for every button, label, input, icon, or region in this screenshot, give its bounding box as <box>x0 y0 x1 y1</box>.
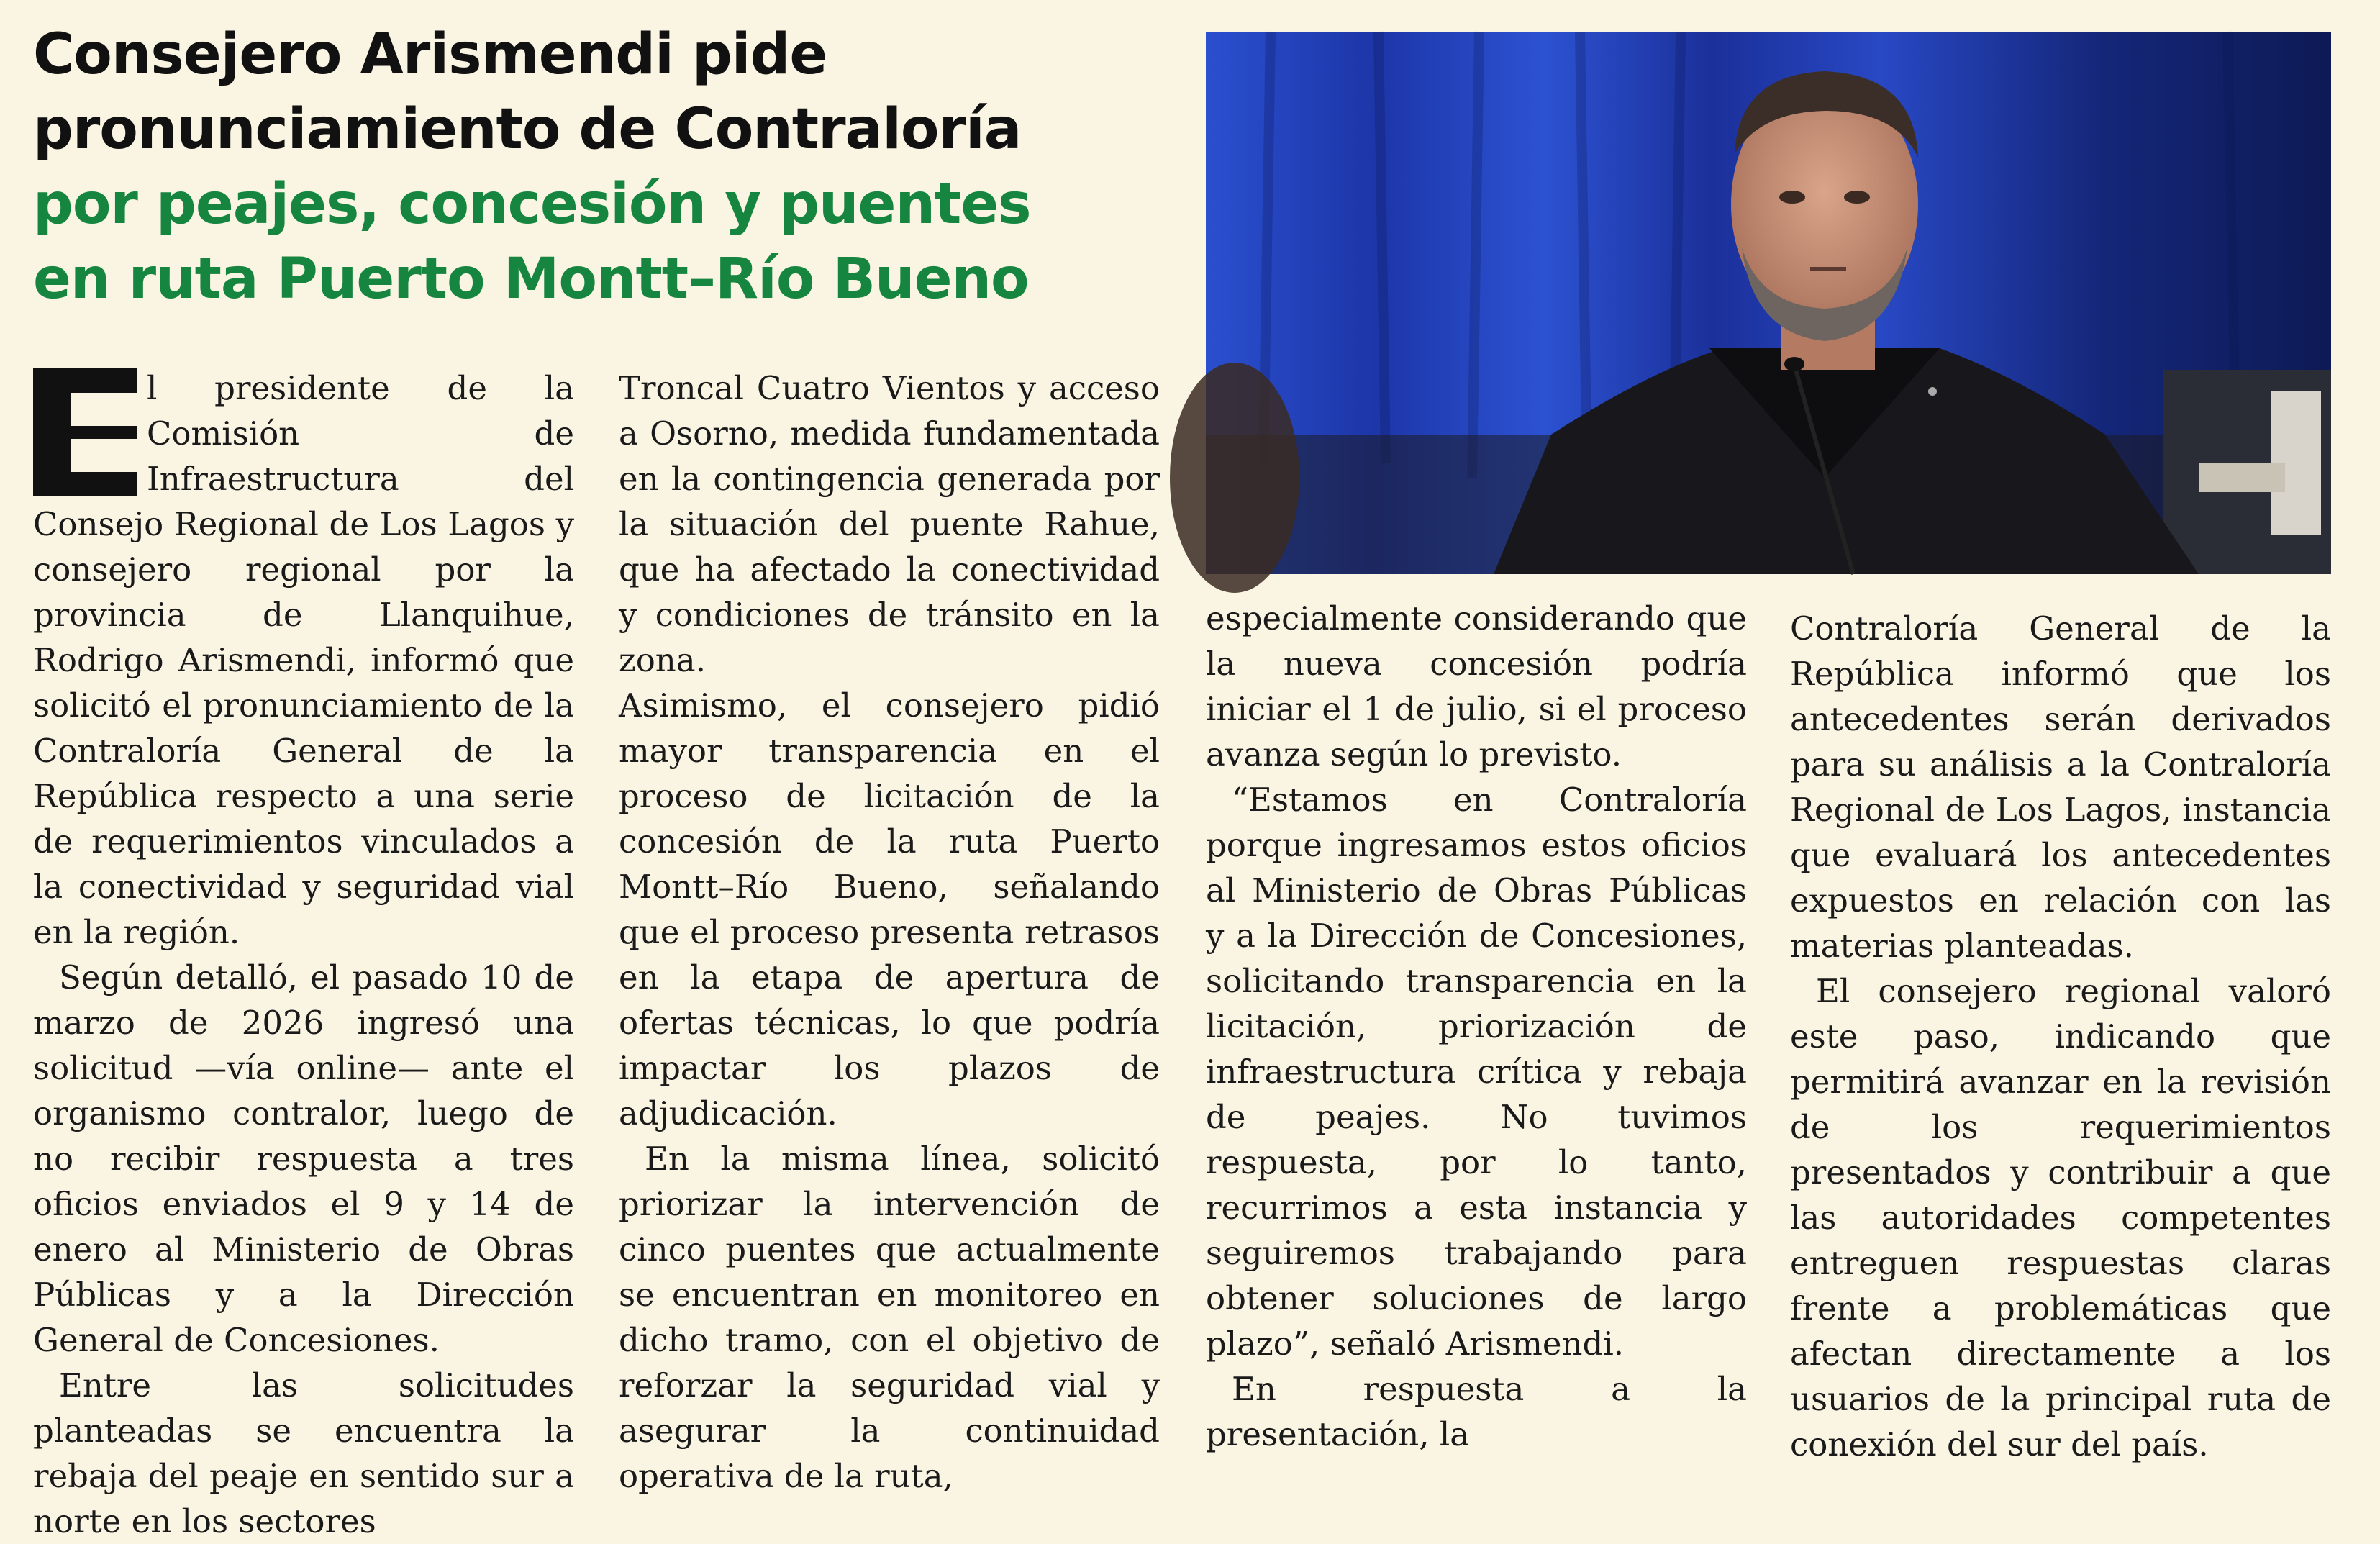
article-headline <box>33 17 1199 317</box>
headline-line-4: en ruta Puerto Montt–Río Bueno <box>33 247 1029 312</box>
photo-consejero-speaking <box>1206 32 2331 574</box>
paragraph-11: El consejero regional valoró este paso, indicando que permitirá avanzar en la revisión de los requerimientos presentados y contribuir a que las autoridades competentes entreguen respuestas claras frente a problemáticas que afectan directamente a los usuarios de la principal ruta de conexión del sur del país. <box>1790 972 2331 1463</box>
paragraph-10: Contraloría General de la República informó que los antecedentes serán derivados para su análisis a la Contraloría Regional de Los Lagos, instancia que evaluará los antecedentes expuestos en relación con las materias planteadas. <box>1790 609 2331 965</box>
article-column-1 <box>33 365 574 1544</box>
article-column-3 <box>1206 596 1747 1457</box>
paragraph-1: l presidente de la Comisión de Infraestructura del Consejo Regional de Los Lagos y consejero regional por la provincia de Llanquihue, Rodrigo Arismendi, informó que solicitó el pronunciamiento de la Contraloría General de la República respecto a una serie de requerimientos vinculados a la conectividad y seguridad vial en la región. <box>33 369 574 951</box>
dropcap <box>33 368 137 496</box>
paragraph-8: “Estamos en Contraloría porque ingresamos estos oficios al Ministerio de Obras Públicas y a la Dirección de Concesiones, solicitando transparencia en la licitación, priorización de infraestructura crítica y rebaja de peajes. No tuvimos respuesta, por lo tanto, recurrimos a esta instancia y seguiremos trabajando para obtener soluciones de largo plazo”, señaló Arismendi. <box>1206 781 1747 1363</box>
article-photo <box>1206 32 2331 574</box>
dropcap-letter <box>33 368 137 496</box>
paragraph-3: Entre las solicitudes planteadas se encuentra la rebaja del peaje en sentido sur a norte en los sectores <box>33 1366 574 1540</box>
headline-line-2: pronunciamiento de Contraloría <box>33 97 1022 162</box>
headline-line-1: Consejero Arismendi pide <box>33 22 827 87</box>
paragraph-4: Troncal Cuatro Vientos y acceso a Osorno, medida fundamentada en la contingencia generada por la situación del puente Rahue, que ha afectado la conectividad y condiciones de tránsito en la zona. <box>619 369 1160 679</box>
paragraph-6: En la misma línea, solicitó priorizar la intervención de cinco puentes que actualmente se encuentran en monitoreo en dicho tramo, con el objetivo de reforzar la seguridad vial y asegurar la continuidad operativa de la ruta, <box>619 1140 1160 1495</box>
headline-line-3: por peajes, concesión y puentes <box>33 172 1031 237</box>
paragraph-7: especialmente considerando que la nueva concesión podría iniciar el 1 de julio, si el proceso avanza según lo previsto. <box>1206 599 1747 773</box>
article-column-2 <box>619 365 1160 1499</box>
article-column-4 <box>1790 606 2331 1467</box>
paragraph-5: Asimismo, el consejero pidió mayor transparencia en el proceso de licitación de la concesión de la ruta Puerto Montt–Río Bueno, señalando que el proceso presenta retrasos en la etapa de apertura de ofertas técnicas, lo que podría impactar los plazos de adjudicación. <box>619 686 1160 1132</box>
paragraph-2: Según detalló, el pasado 10 de marzo de 2026 ingresó una solicitud —vía online— ante el organismo contralor, luego de no recibir respuesta a tres oficios enviados el 9 y 14 de enero al Ministerio de Obras Públicas y a la Dirección General de Concesiones. <box>33 958 574 1359</box>
paragraph-9: En respuesta a la presentación, la <box>1206 1370 1747 1453</box>
